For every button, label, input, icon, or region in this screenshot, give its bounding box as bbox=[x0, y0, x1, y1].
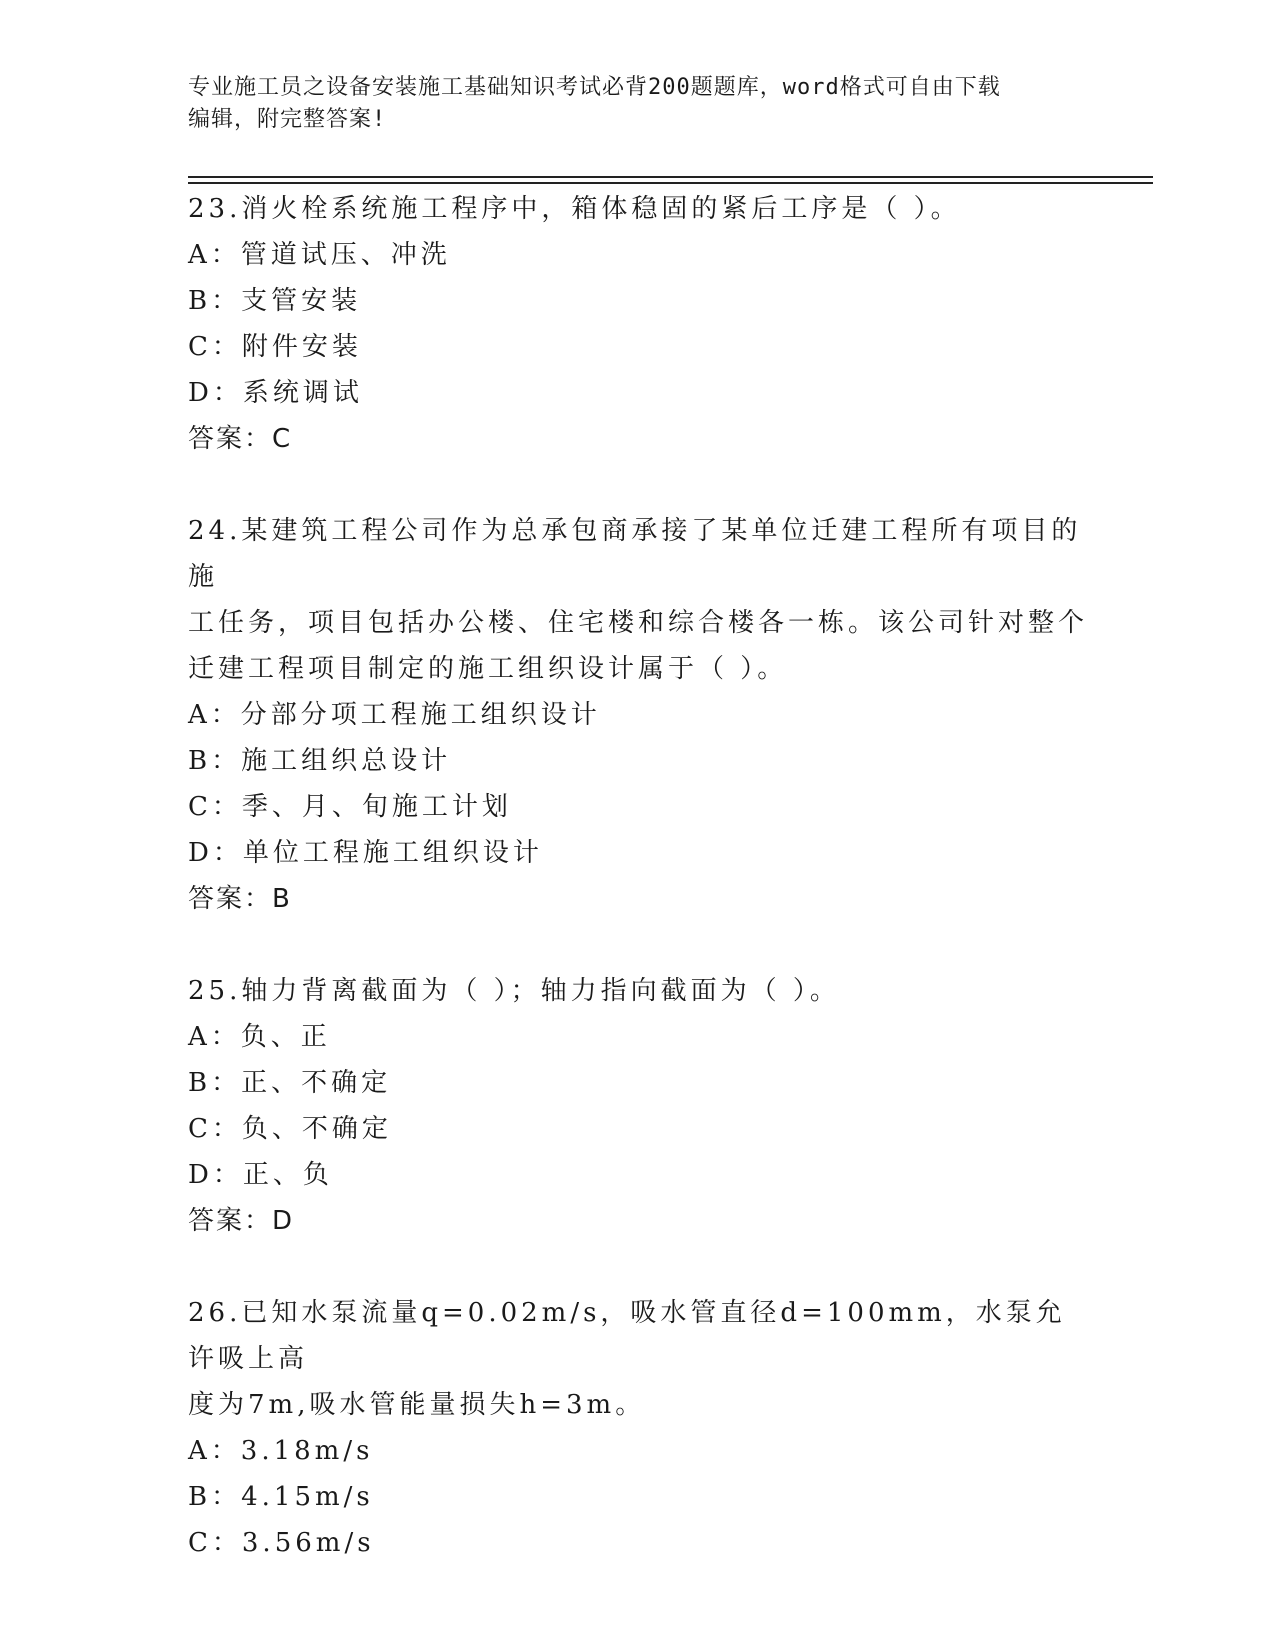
answer: 答案：D bbox=[188, 1206, 295, 1236]
option-a: A：负、正 bbox=[188, 1022, 331, 1052]
option-b: B：支管安装 bbox=[188, 286, 362, 316]
header-line-2: 编辑，附完整答案! bbox=[188, 107, 387, 132]
question-stem: 26.已知水泵流量q=0.02m/s，吸水管直径d=100mm，水泵允许吸上高 度为7m,吸水管能量损失h=3m。 bbox=[188, 1298, 1066, 1420]
option-a: A：3.18m/s bbox=[188, 1436, 374, 1466]
option-d: D：系统调试 bbox=[188, 378, 363, 408]
spacer bbox=[188, 462, 1088, 508]
question-stem: 23.消火栓系统施工程序中，箱体稳固的紧后工序是（ ）。 bbox=[188, 194, 961, 224]
question-26 bbox=[188, 1290, 1088, 1566]
answer: 答案：C bbox=[188, 424, 293, 454]
question-25 bbox=[188, 968, 1088, 1244]
question-24 bbox=[188, 508, 1088, 922]
option-b: B：正、不确定 bbox=[188, 1068, 392, 1098]
header-line-1: 专业施工员之设备安装施工基础知识考试必背200题题库，word格式可自由下载 bbox=[188, 75, 1001, 100]
question-23 bbox=[188, 186, 1088, 462]
question-stem: 25.轴力背离截面为（ ）；轴力指向截面为（ ）。 bbox=[188, 976, 840, 1006]
option-b: B：4.15m/s bbox=[188, 1482, 374, 1512]
question-list bbox=[188, 186, 1088, 1566]
option-c: C：附件安装 bbox=[188, 332, 362, 362]
answer: 答案：B bbox=[188, 884, 292, 914]
document-header bbox=[188, 72, 1088, 136]
header-divider-bottom bbox=[188, 182, 1153, 184]
spacer bbox=[188, 1244, 1088, 1290]
header-divider-top bbox=[188, 176, 1153, 178]
option-d: D：单位工程施工组织设计 bbox=[188, 838, 543, 868]
option-d: D：正、负 bbox=[188, 1160, 333, 1190]
option-c: C：季、月、旬施工计划 bbox=[188, 792, 512, 822]
option-b: B：施工组织总设计 bbox=[188, 746, 452, 776]
option-a: A：管道试压、冲洗 bbox=[188, 240, 451, 270]
question-stem: 24.某建筑工程公司作为总承包商承接了某单位迁建工程所有项目的施 工任务，项目包括办公楼、住宅楼和综合楼各一栋。该公司针对整个 迁建工程项目制定的施工组织设计属于（ ）。 bbox=[188, 516, 1089, 684]
option-a: A：分部分项工程施工组织设计 bbox=[188, 700, 601, 730]
spacer bbox=[188, 922, 1088, 968]
option-c: C：负、不确定 bbox=[188, 1114, 392, 1144]
option-c: C：3.56m/s bbox=[188, 1528, 375, 1558]
